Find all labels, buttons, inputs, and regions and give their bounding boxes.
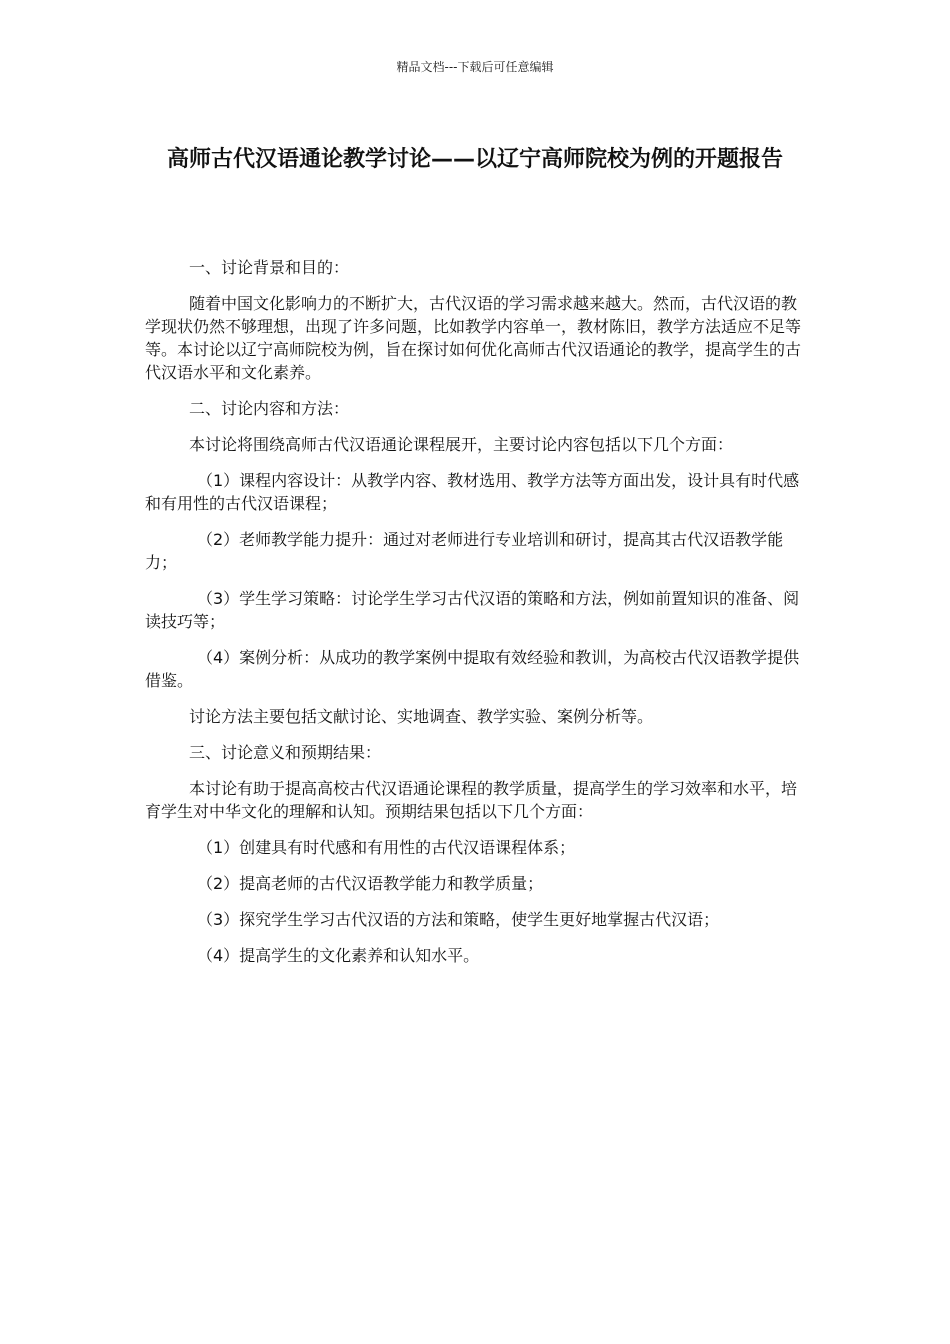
list-item: （3）探究学生学习古代汉语的方法和策略，使学生更好地掌握古代汉语； xyxy=(197,910,720,929)
section-heading-background: 一、讨论背景和目的： xyxy=(189,258,350,277)
document-title: 高师古代汉语通论教学讨论——以辽宁高师院校为例的开题报告 xyxy=(166,147,783,172)
section-heading-content-methods: 二、讨论内容和方法： xyxy=(189,399,350,418)
paragraph-content-intro: 本讨论将围绕高师古代汉语通论课程展开，主要讨论内容包括以下几个方面： xyxy=(189,435,734,454)
list-item: （2）老师教学能力提升：通过对老师进行专业培训和研讨，提高其古代汉语教学能力； xyxy=(145,530,784,572)
list-item: （2）提高老师的古代汉语教学能力和教学质量； xyxy=(197,874,544,893)
paragraph-methods: 讨论方法主要包括文献讨论、实地调查、教学实验、案例分析等。 xyxy=(189,707,654,726)
list-item: （4）提高学生的文化素养和认知水平。 xyxy=(197,946,480,965)
list-item: （1）课程内容设计：从教学内容、教材选用、教学方法等方面出发，设计具有时代感和有用性的古代汉语课程； xyxy=(145,471,800,513)
list-item: （3）学生学习策略：讨论学生学习古代汉语的策略和方法，例如前置知识的准备、阅读技巧等； xyxy=(145,589,800,631)
paragraph-background: 随着中国文化影响力的不断扩大，古代汉语的学习需求越来越大。然而，古代汉语的教学现状仍然不够理想，出现了许多问题，比如教学内容单一，教材陈旧，教学方法适应不足等等。本讨论以辽宁高师院校为例，旨在探讨如何优化高师古代汉语通论的教学，提高学生的古代汉语水平和文化素养。 xyxy=(145,294,802,382)
section-heading-significance: 三、讨论意义和预期结果： xyxy=(189,743,382,762)
list-item: （4）案例分析：从成功的教学案例中提取有效经验和教训，为高校古代汉语教学提供借鉴。 xyxy=(145,648,800,690)
header-note: 精品文档---下载后可任意编辑 xyxy=(396,60,554,74)
paragraph-significance: 本讨论有助于提高高校古代汉语通论课程的教学质量，提高学生的学习效率和水平，培育学生对中华文化的理解和认知。预期结果包括以下几个方面： xyxy=(145,779,798,821)
list-item: （1）创建具有时代感和有用性的古代汉语课程体系； xyxy=(197,838,576,857)
document-body xyxy=(145,256,805,980)
